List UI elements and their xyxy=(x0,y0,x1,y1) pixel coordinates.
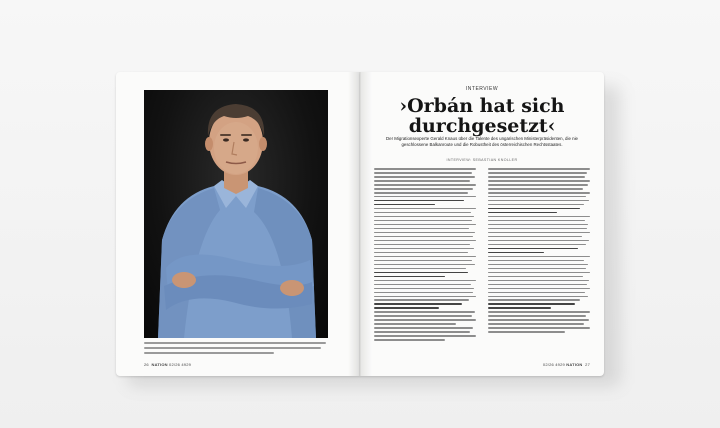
left-page xyxy=(116,72,360,376)
open-magazine xyxy=(116,72,604,376)
portrait-illustration xyxy=(144,90,328,338)
article-kicker: INTERVIEW xyxy=(465,86,499,92)
text-column-right xyxy=(488,168,590,335)
left-folio-issue: 02/26 4929 xyxy=(169,362,192,367)
portrait-photo xyxy=(144,90,328,338)
article-byline: INTERVIEW: SEBASTIAN KNOLLER xyxy=(446,158,518,162)
photo-caption xyxy=(144,342,330,358)
right-folio-issue: 02/26 4929 xyxy=(542,362,565,367)
magazine-spine xyxy=(348,72,372,376)
right-folio xyxy=(543,362,590,367)
text-column-left xyxy=(374,168,476,343)
left-folio xyxy=(144,362,191,367)
left-page-number: 26 xyxy=(144,362,149,367)
article-headline: ›Orbán hat sich durchgesetzt‹ xyxy=(399,95,565,137)
right-folio-brand: NATION xyxy=(566,362,583,367)
right-page xyxy=(360,72,604,376)
right-page-number: 27 xyxy=(585,362,590,367)
left-folio-brand: NATION xyxy=(151,362,168,367)
article-deck: Der Migrationsexperte Gerald Knaus über die Talente des ungarischen Ministerpräsidenten, die nie geschlossene Balkanroute und die Robustheit des österreichischen Rechtsstaates. xyxy=(386,136,578,147)
